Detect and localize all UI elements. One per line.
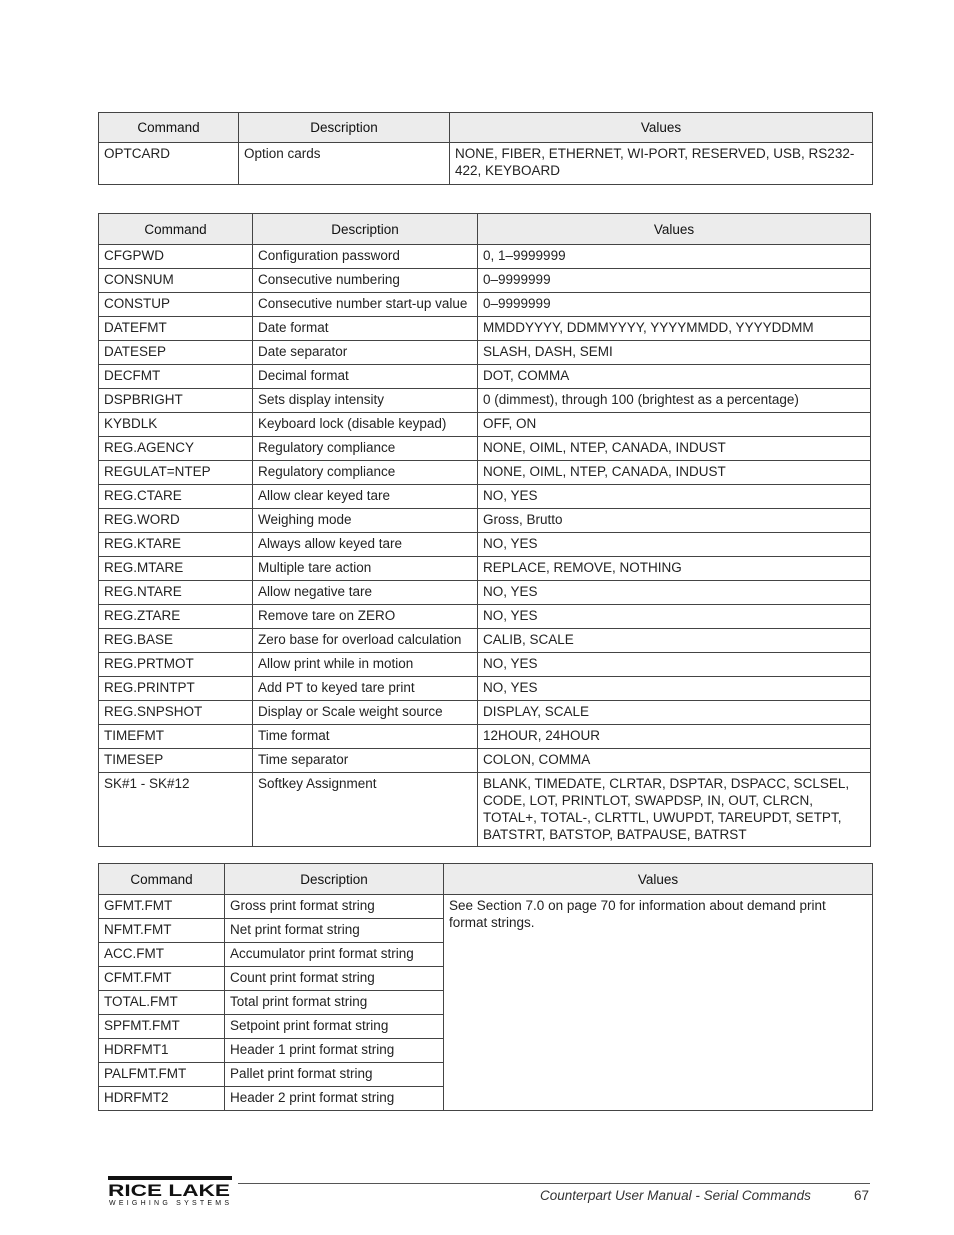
command-cell: REG.KTARE	[99, 533, 253, 557]
column-header-command: Command	[99, 113, 239, 143]
command-cell: REG.AGENCY	[99, 437, 253, 461]
command-cell: OPTCARD	[99, 143, 239, 185]
description-cell: Allow negative tare	[253, 581, 478, 605]
table-row	[99, 533, 871, 557]
logo-subtext: WEIGHING SYSTEMS	[109, 1200, 229, 1206]
table-body	[99, 895, 873, 1111]
table-body	[99, 245, 871, 847]
command-cell: HDRFMT1	[99, 1039, 225, 1063]
command-cell: ACC.FMT	[99, 943, 225, 967]
command-cell: TIMEFMT	[99, 725, 253, 749]
description-cell: Softkey Assignment	[253, 773, 478, 847]
rice-lake-logo	[108, 1176, 236, 1206]
command-cell: REG.CTARE	[99, 485, 253, 509]
description-cell: Net print format string	[225, 919, 444, 943]
command-cell: DATESEP	[99, 341, 253, 365]
table-header-row	[99, 113, 873, 143]
command-cell: PALFMT.FMT	[99, 1063, 225, 1087]
column-header-command: Command	[99, 214, 253, 245]
table-row	[99, 653, 871, 677]
command-cell: DATEFMT	[99, 317, 253, 341]
command-cell: CONSTUP	[99, 293, 253, 317]
table-row	[99, 895, 873, 919]
document-title: Counterpart User Manual - Serial Commands	[540, 1188, 811, 1203]
table-row	[99, 317, 871, 341]
command-cell: REG.WORD	[99, 509, 253, 533]
command-cell: DECFMT	[99, 365, 253, 389]
description-cell: Option cards	[239, 143, 450, 185]
command-cell: REG.ZTARE	[99, 605, 253, 629]
description-cell: Time format	[253, 725, 478, 749]
command-cell: DSPBRIGHT	[99, 389, 253, 413]
values-cell: NONE, OIML, NTEP, CANADA, INDUST	[478, 461, 871, 485]
description-cell: Gross print format string	[225, 895, 444, 919]
values-cell: BLANK, TIMEDATE, CLRTAR, DSPTAR, DSPACC, SCLSEL, CODE, LOT, PRINTLOT, SWAPDSP, IN, OUT, CLRCN, TOTAL+, TOTAL-, CLRTTL, UWUPDT, TAREUPDT, SETPT, BATSTRT, BATSTOP, BATPAUSE, BATRST	[478, 773, 871, 847]
description-cell: Date format	[253, 317, 478, 341]
table-row	[99, 461, 871, 485]
values-cell: OFF, ON	[478, 413, 871, 437]
values-cell: 12HOUR, 24HOUR	[478, 725, 871, 749]
command-cell: TOTAL.FMT	[99, 991, 225, 1015]
description-cell: Multiple tare action	[253, 557, 478, 581]
table-row	[99, 773, 871, 847]
description-cell: Setpoint print format string	[225, 1015, 444, 1039]
description-cell: Date separator	[253, 341, 478, 365]
values-cell: NO, YES	[478, 533, 871, 557]
column-header-values: Values	[478, 214, 871, 245]
table-row	[99, 605, 871, 629]
description-cell: Total print format string	[225, 991, 444, 1015]
values-cell: DISPLAY, SCALE	[478, 701, 871, 725]
description-cell: Remove tare on ZERO	[253, 605, 478, 629]
description-cell: Accumulator print format string	[225, 943, 444, 967]
table-header-row	[99, 214, 871, 245]
column-header-values: Values	[450, 113, 873, 143]
table-row	[99, 677, 871, 701]
table-row	[99, 749, 871, 773]
table-row	[99, 701, 871, 725]
column-header-description: Description	[239, 113, 450, 143]
command-cell: REG.SNPSHOT	[99, 701, 253, 725]
description-cell: Consecutive numbering	[253, 269, 478, 293]
command-cell: NFMT.FMT	[99, 919, 225, 943]
command-cell: SK#1 - SK#12	[99, 773, 253, 847]
description-cell: Weighing mode	[253, 509, 478, 533]
table-header-row	[99, 864, 873, 895]
table-row	[99, 341, 871, 365]
description-cell: Time separator	[253, 749, 478, 773]
values-cell: NO, YES	[478, 485, 871, 509]
description-cell: Count print format string	[225, 967, 444, 991]
description-cell: Always allow keyed tare	[253, 533, 478, 557]
table-row	[99, 437, 871, 461]
table-row	[99, 413, 871, 437]
table-row	[99, 725, 871, 749]
command-cell: CONSNUM	[99, 269, 253, 293]
table-row	[99, 143, 873, 185]
logo-wordmark: RICE LAKE	[108, 1181, 230, 1200]
description-cell: Allow print while in motion	[253, 653, 478, 677]
table-row	[99, 629, 871, 653]
description-cell: Zero base for overload calculation	[253, 629, 478, 653]
description-cell: Header 2 print format string	[225, 1087, 444, 1111]
values-cell: 0–9999999	[478, 269, 871, 293]
description-cell: Decimal format	[253, 365, 478, 389]
description-cell: Regulatory compliance	[253, 461, 478, 485]
command-cell: KYBDLK	[99, 413, 253, 437]
page-number: 67	[854, 1188, 870, 1203]
shared-values-cell: See Section 7.0 on page 70 for information about demand print format strings.	[444, 895, 873, 1111]
column-header-description: Description	[253, 214, 478, 245]
command-cell: HDRFMT2	[99, 1087, 225, 1111]
command-cell: REGULAT=NTEP	[99, 461, 253, 485]
values-cell: Gross, Brutto	[478, 509, 871, 533]
command-cell: REG.BASE	[99, 629, 253, 653]
values-cell: NONE, OIML, NTEP, CANADA, INDUST	[478, 437, 871, 461]
column-header-command: Command	[99, 864, 225, 895]
column-header-values: Values	[444, 864, 873, 895]
footer-divider	[238, 1183, 870, 1184]
table-row	[99, 389, 871, 413]
values-cell: MMDDYYYY, DDMMYYYY, YYYYMMDD, YYYYDDMM	[478, 317, 871, 341]
table-row	[99, 293, 871, 317]
table-row	[99, 485, 871, 509]
values-cell: NO, YES	[478, 653, 871, 677]
command-cell: CFMT.FMT	[99, 967, 225, 991]
command-cell: SPFMT.FMT	[99, 1015, 225, 1039]
values-cell: NO, YES	[478, 581, 871, 605]
option-card-table	[98, 112, 873, 185]
description-cell: Allow clear keyed tare	[253, 485, 478, 509]
command-cell: CFGPWD	[99, 245, 253, 269]
values-cell: REPLACE, REMOVE, NOTHING	[478, 557, 871, 581]
description-cell: Header 1 print format string	[225, 1039, 444, 1063]
description-cell: Add PT to keyed tare print	[253, 677, 478, 701]
table-row	[99, 245, 871, 269]
command-cell: REG.NTARE	[99, 581, 253, 605]
description-cell: Consecutive number start-up value	[253, 293, 478, 317]
values-cell: NO, YES	[478, 677, 871, 701]
command-cell: REG.PRTMOT	[99, 653, 253, 677]
values-cell: NO, YES	[478, 605, 871, 629]
description-cell: Configuration password	[253, 245, 478, 269]
table-row	[99, 557, 871, 581]
table-row	[99, 365, 871, 389]
command-cell: TIMESEP	[99, 749, 253, 773]
configuration-commands-table	[98, 213, 871, 847]
command-cell: GFMT.FMT	[99, 895, 225, 919]
table-row	[99, 581, 871, 605]
values-cell: COLON, COMMA	[478, 749, 871, 773]
values-cell: 0 (dimmest), through 100 (brightest as a percentage)	[478, 389, 871, 413]
values-cell: CALIB, SCALE	[478, 629, 871, 653]
command-cell: REG.MTARE	[99, 557, 253, 581]
values-cell: SLASH, DASH, SEMI	[478, 341, 871, 365]
command-cell: REG.PRINTPT	[99, 677, 253, 701]
description-cell: Display or Scale weight source	[253, 701, 478, 725]
values-cell: 0–9999999	[478, 293, 871, 317]
column-header-description: Description	[225, 864, 444, 895]
values-cell: DOT, COMMA	[478, 365, 871, 389]
values-cell: 0, 1–9999999	[478, 245, 871, 269]
description-cell: Regulatory compliance	[253, 437, 478, 461]
description-cell: Sets display intensity	[253, 389, 478, 413]
description-cell: Keyboard lock (disable keypad)	[253, 413, 478, 437]
description-cell: Pallet print format string	[225, 1063, 444, 1087]
table-row	[99, 269, 871, 293]
values-cell: NONE, FIBER, ETHERNET, WI-PORT, RESERVED, USB, RS232-422, KEYBOARD	[450, 143, 873, 185]
table-row	[99, 509, 871, 533]
print-format-commands-table	[98, 863, 873, 1111]
